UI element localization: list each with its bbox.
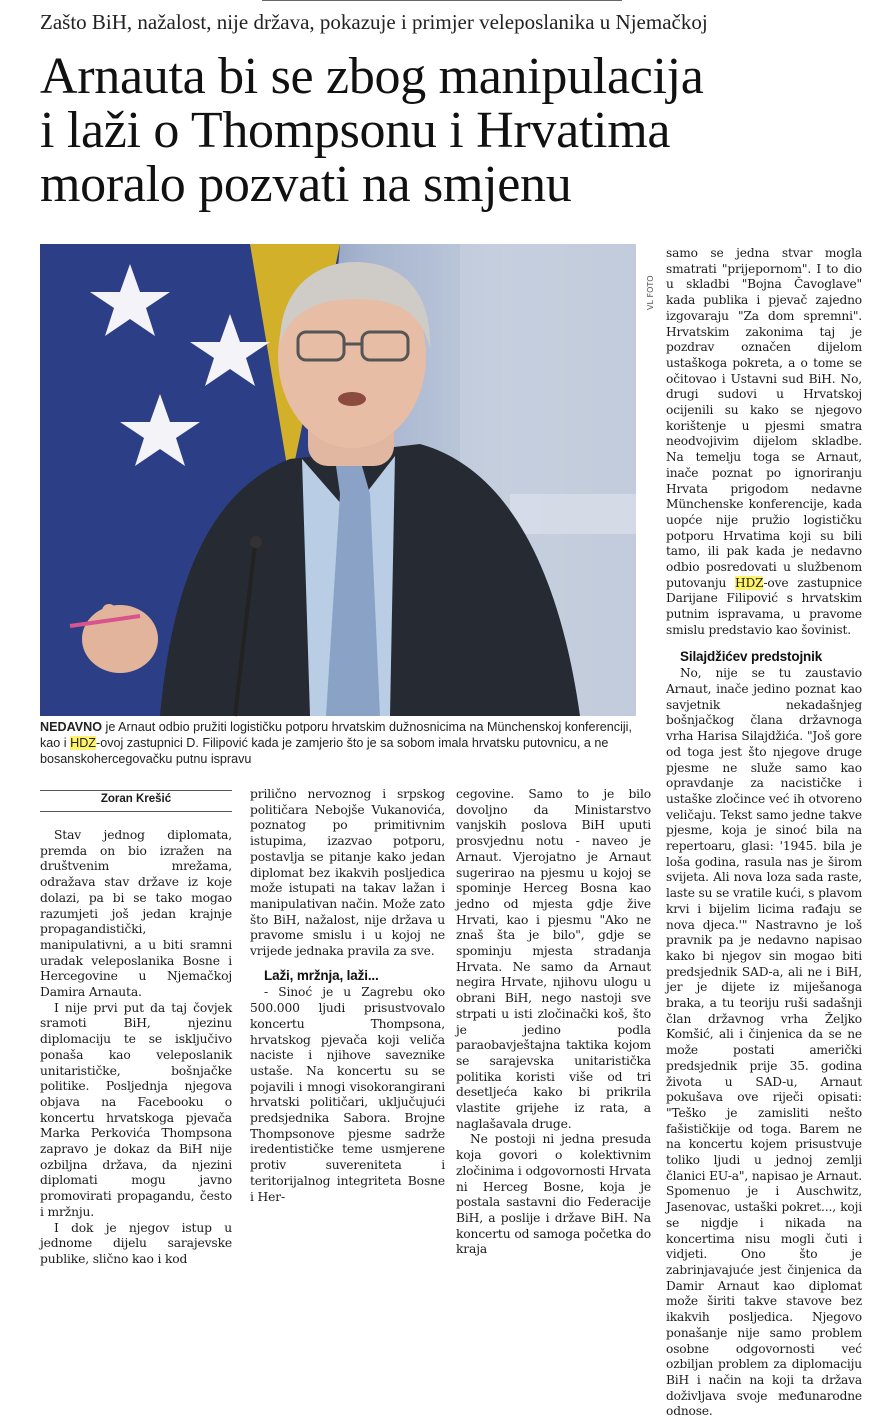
photo-caption <box>40 719 636 767</box>
author-byline: Zoran Krešić <box>100 793 172 805</box>
paragraph: No, nije se tu zaustavio Arnaut, inače jedino poznat kao savjetnik nekadašnjeg bošnjačkog člana državnoga vrha Harisa Silajdžića. "Još gore od toga jest što njegove druge pjesme ne služe samo kao opravdanje za nacističke i ustaške zločince već ih otvoreno veličaju. Tekst samo jedne takve pjesme, koja je sinoć bila na repertoaru, glasi: '1945. bila je loša godina, rasula nas je širom svijeta. Ali nova loza sada raste, laste su se vratile kući, s plavom krvi i bijelim licima rađaju se nova djeca.'" Nastravno je loš pravnik pa je nedavno napisao kako bi njegov sin mogao biti predsjednik SAD-a, ali ne i BiH, jer je dijete iz miješanoga braka, a tu teoriju ruši sadašnji član državnog vrha Željko Komšić, ali i činjenica da se ne može postati američki predsjednik prije 35. godina života u SAD-u, Arnaut pokušava ove riječi opisati: "Teško je zamisliti nešto fašističkije od toga. Barem ne na koncertu kojem prisustvuje toliko ljudi u jednoj zemlji članici EU-a", napisao je Arnaut. Spomenuo je i Auschwitz, Jasenovac, ustaški pokret..., koji se nigdje i nikada na koncertima nisu mogli čuti i vidjeti. Ono što je zabrinjavajuće jest činjenica da Damir Arnaut kao diplomat može širiti takve stavove bez ikakvih posljedica. Njegovo ponašanje nije samo problem osobne odgovornosti već ozbiljan problem za diplomaciju BiH i način na koji ta država doživljava svoje međunarodne odnose. <box>666 666 862 1419</box>
headline <box>40 50 870 212</box>
photo-illustration <box>40 244 636 716</box>
paragraph: cegovine. Samo to je bilo dovoljno da Ministarstvo vanjskih poslova BiH uputi prosvjednu notu - naveo je Arnaut. Vjerojatno je Arnaut sugerirao na pjesmu u kojoj se spominje Herceg Bosna kao jedno od mjesta gdje žive Hrvati, kao i pjesmu "Ako ne znaš šta je bilo", gdje se spominju mjesta stradanja Hrvata. Ne samo da Arnaut negira Hrvate, njihovu ulogu u obrani BiH, nego nastoji sve strpati u isti zločinački koš, što je jedino podla paraobavještajna taktika kojom se sarajevska unitaristička politika koristi više od tri desetljeća kako bi prikrila vlastite grijehe iz rata, a naglašavala druge. <box>456 787 651 1131</box>
column-4 <box>666 246 862 1420</box>
headline-line: moralo pozvati na smjenu <box>40 156 572 213</box>
author-rule <box>40 790 232 791</box>
paragraph: I nije prvi put da taj čovjek sramoti BiH, njezinu diplomaciju te se isključivo ponaša kao veleposlanik unitarističke, bošnjačke politike. Posljednja njegova objava na Facebooku o koncertu hrvatskoga pjevača Marka Perkovića Thompsona zapravo je dokaz da BiH nije ozbiljna država, da njezini diplomati mogu javno promovirati propagandu, često i mržnju. <box>40 1000 232 1219</box>
photo-credit: VL FOTO <box>646 275 655 310</box>
paragraph: Ne postoji ni jedna presuda koja govori o kolektivnim zločinima i odgovornosti Hrvata ni Herceg Bosne, koja je postala sastavni dio Federacije BiH, a poslije i države BiH. Na koncertu od samoga početka do kraja <box>456 1132 651 1257</box>
top-rule <box>262 0 622 1</box>
headline-line: Arnauta bi se zbog manipulacija <box>40 48 704 105</box>
paragraph: prilično nervoznog i srpskog političara Nebojše Vukanovića, poznatog po primitivnim istupima, izazvao potporu, postavlja se pitanje kako jedan diplomat bez ikakvih posljedica može istupati na takav lažan i manipulativan način. Može zato što BiH, nažalost, nije država u pravome smislu i u kojoj ne vrijede jednaka pravila za sve. <box>250 787 445 959</box>
headline-line: i laži o Thompsonu i Hrvatima <box>40 102 671 159</box>
kicker: Zašto BiH, nažalost, nije država, pokazuje i primjer veleposlanika u Njemačkoj <box>40 10 708 34</box>
column-1 <box>40 828 232 1268</box>
subheading: Laži, mržnja, laži... <box>264 967 379 983</box>
paragraph-text: -ove zastupnice Darijane Filipović s hrvatskim putnim ispravama, u pravome smislu predstavio kao šovinist. <box>666 575 863 637</box>
caption-text: -ovoj zastupnici D. Filipović kada je zamjerio što je sa sobom imala hrvatsku putovnicu, a ne bosanskohercegovačku putnu ispravu <box>40 736 609 766</box>
caption-text: je Arnaut odbio pružiti logističku potporu hrvatskim dužnosnicima na Münchenskoj konferenciji, kao i <box>40 720 632 750</box>
column-2 <box>250 787 445 1205</box>
caption-lead: NEDAVNO <box>40 720 103 734</box>
text-highlight: HDZ <box>735 575 764 590</box>
article-photo <box>40 244 636 716</box>
subheading: Silajdžićev predstojnik <box>680 648 823 664</box>
author-rule <box>40 811 232 812</box>
paragraph: I dok je njegov istup u jednome dijelu sarajevske publike, slično kao i kod <box>40 1220 232 1266</box>
paragraph: - Sinoć je u Zagrebu oko 500.000 ljudi prisustvovalo koncertu Thompsona, hrvatskog pjevača koji veliča naciste i njihove saveznike ustaše. Na koncertu su se pojavili i mnogi visokorangirani hrvatski političari, uključujući predsjednika Sabora. Brojne Thompsonove pjesme sadrže iredentističke teme usmjerene protiv suvereniteta i teritorijalnog integriteta Bosne i Her- <box>250 985 445 1204</box>
paragraph <box>666 246 862 639</box>
paragraph-text: samo se jedna stvar mogla smatrati "prijepornom". I to dio u skladbi "Bojna Čavoglave" kada publika i pjevač zajedno izgovaraju "Za dom spremni". Hrvatskim zakonima taj je pozdrav označen dijelom ustaškoga pokreta, a o tome se očitovao i Ustavni sud BiH. No, drugi sudovi u Hrvatskoj ocijenili su kako se njegovo korištenje u pjesmi smatra neodvojivim dijelom skladbe. Na temelju toga se Arnaut, inače poznat po ignoriranju Hrvata prigodom nedavne Münchenske konferencije, kada uopće nije pružio logističku potporu Hrvatima koji su bili tamo, ili pak kada je nedavno odbio posredovati u službenom putovanju <box>666 246 862 590</box>
caption-highlight: HDZ <box>70 736 96 750</box>
column-3 <box>456 787 651 1258</box>
paragraph: Stav jednog diplomata, premda on bio izražen na društvenim mrežama, odražava stav države iz koje dolazi, pa bi se tako mogao razumjeti još jedan krajnje propagandistički, manipulativni, a u biti sramni uradak veleposlanika Bosne i Hercegovine u Njemačkoj Damira Arnauta. <box>40 828 232 1000</box>
